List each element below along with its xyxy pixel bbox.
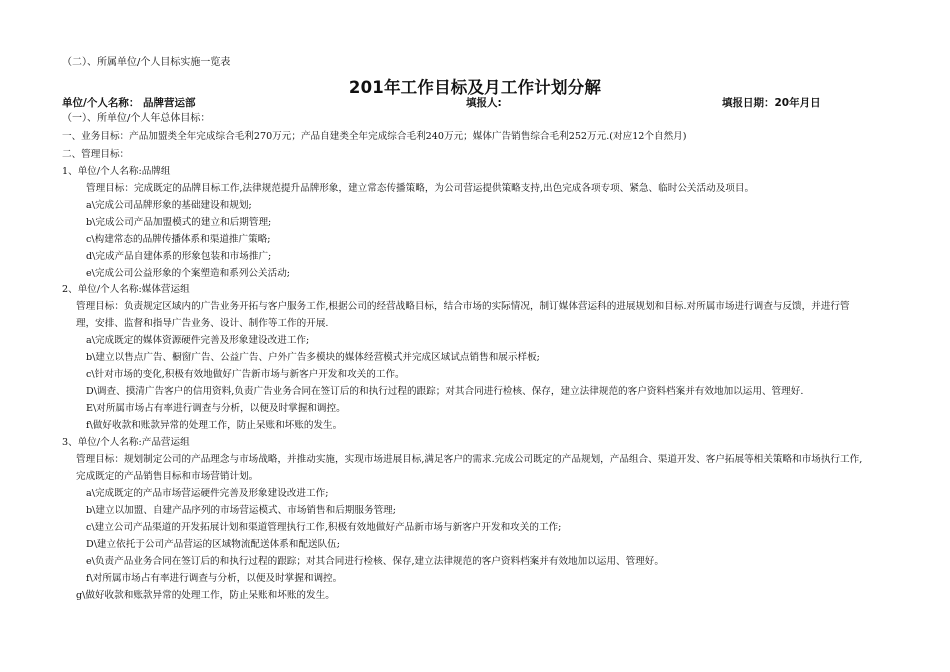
- list-item: c\构建常态的品牌传播体系和渠道推广策略;: [86, 234, 271, 245]
- list-item: g\做好收款和账款异常的处理工作，防止呆账和坏账的发生。: [76, 590, 335, 601]
- list-item: a\完成公司品牌形象的基础建设和规划;: [86, 200, 252, 211]
- list-item: D\调查、摸清广告客户的信用资料,负责广告业务合同在签订后的和执行过程的跟踪；对其合同进行检核、保存，建立法律规范的客户资料档案并有效地加以运用、管理好.: [86, 386, 804, 397]
- list-item: b\建立以加盟、自建产品序列的市场营运模式、市场销售和后期服务管理;: [86, 505, 397, 516]
- group-goal-product-line1: 管理目标：规划制定公司的产品理念与市场战略，并推动实施，实现市场进展目标,满足客户的需求.完成公司既定的产品规划，产品组合、渠道开发、客户拓展等相关策略和市场执行工作,: [76, 454, 863, 465]
- list-item: b\建立以售点广告、橱窗广告、公益广告、户外广告多模块的媒体经营模式并完成区域试点销售和展示样板;: [86, 352, 540, 363]
- list-item: E\对所属市场占有率进行调查与分析，以便及时掌握和调控。: [86, 403, 346, 414]
- document-title: 201年工作目标及月工作计划分解: [348, 78, 602, 97]
- business-goal: 一、业务目标：产品加盟类全年完成综合毛利270万元；产品自建类全年完成综合毛利240万元；媒体广告销售综合毛利252万元.(对应12个自然月): [62, 131, 687, 142]
- fill-date-label: 填报日期：20年月日: [722, 97, 821, 109]
- list-item: e\负责产品业务合同在签订后的和执行过程的跟踪；对其合同进行检核、保存,建立法律规范的客户资料档案并有效地加以运用、管理好。: [86, 556, 664, 567]
- list-item: D\建立依托于公司产品营运的区域物流配送体系和配送队伍;: [86, 539, 340, 550]
- list-item: f\对所属市场占有率进行调查与分析，以便及时掌握和调控。: [86, 573, 343, 584]
- list-item: a\完成既定的媒体资源硬件完善及形象建设改进工作;: [86, 335, 310, 346]
- filler-label: 填报人:: [466, 97, 502, 109]
- management-goal-heading: 二、管理目标：: [62, 149, 130, 160]
- group-name-brand: 1、单位/个人名称:品牌组: [62, 166, 171, 177]
- list-item: b\完成公司产品加盟模式的建立和后期管理;: [86, 217, 272, 228]
- group-goal-media-line1: 管理目标：负责规定区域内的广告业务开拓与客户服务工作,根据公司的经营战略目标，结合市场的实际情况，制订媒体营运科的进展规划和目标.对所属市场进行调查与反馈，并进行管: [76, 301, 850, 312]
- group-goal-brand: 管理目标：完成既定的品牌目标工作,法律规范提升品牌形象，建立常态传播策略，为公司营运提供策略支持,出色完成各项专项、紧急、临时公关活动及项目。: [86, 183, 755, 194]
- list-item: c\建立公司产品渠道的开发拓展计划和渠道管理执行工作,积极有效地做好产品新市场与新客户开发和攻关的工作;: [86, 522, 562, 533]
- list-item: a\完成既定的产品市场营运硬件完善及形象建设改进工作;: [86, 488, 329, 499]
- group-name-product: 3、单位/个人名称:产品营运组: [62, 437, 190, 448]
- unit-name-label: 单位/个人名称： 品牌营运部: [62, 97, 196, 109]
- list-item: f\做好收款和账款异常的处理工作，防止呆账和坏账的发生。: [86, 420, 343, 431]
- group-name-media: 2、单位/个人名称:媒体营运组: [62, 284, 190, 295]
- section-heading: （二）、所属单位/个人目标实施一览表: [62, 57, 231, 68]
- list-item: e\完成公司公益形象的个案塑造和系列公关活动;: [86, 268, 291, 279]
- group-goal-product-line2: 完成既定的产品销售目标和市场营销计划。: [76, 471, 259, 482]
- overall-goal-heading: （一）、所单位/个人年总体目标：: [62, 113, 211, 124]
- list-item: d\完成产品自建体系的形象包装和市场推广;: [86, 251, 272, 262]
- group-goal-media-line2: 理，安排、监督和指导广告业务、设计、制作等工作的开展.: [76, 318, 329, 329]
- list-item: c\针对市场的变化,积极有效地做好广告新市场与新客户开发和攻关的工作。: [86, 369, 405, 380]
